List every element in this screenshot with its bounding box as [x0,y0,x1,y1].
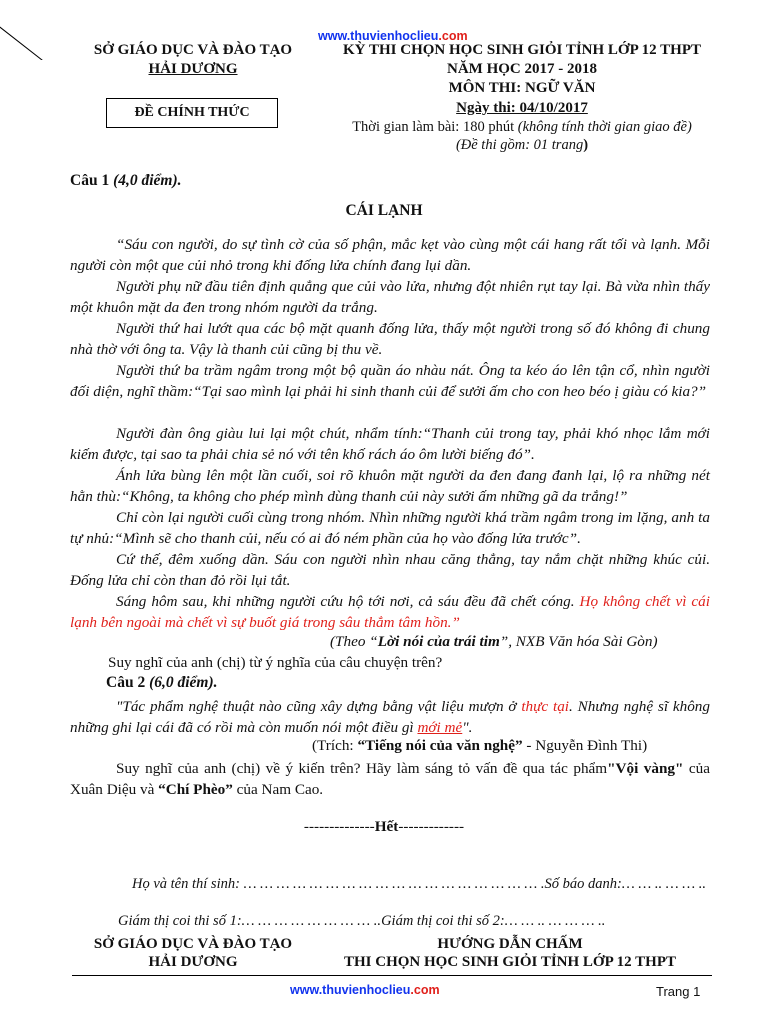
proctor1-label: Giám thị coi thi số 1: [118,913,242,929]
guide-subtitle: THI CHỌN HỌC SINH GIỎI TỈNH LỚP 12 THPT [343,954,676,970]
exam-date: Ngày thi: 04/10/2017 [456,100,588,116]
q2-quote: "Tác phẩm nghệ thuật nào cũng xây dựng bằng vật liệu mượn ở thực tại. Nhưng nghệ sĩ không những ghi lại cái đã có rồi mà còn muốn nói một điều gì mới mẻ". [70,698,710,736]
story-paragraph-2: Người phụ nữ đầu tiên định quẳng que củi vào lửa, nhưng đột nhiên rụt tay lại. Bà vừa nhìn thấy một khuôn mặt da đen trong nhóm người da trắng. [70,278,710,316]
q2-heading: Câu 2 (6,0 điểm). [106,674,218,691]
story-paragraph-4: Người thứ ba trầm ngâm trong một bộ quần áo nhàu nát. Ông ta kéo áo lên tận cổ, nhìn người đối diện, nghĩ thầm:“Tại sao mình lại phải hi sinh thanh củi để sưởi ấm cho con heo béo ị giàu có kia?” [70,362,710,400]
candidate-name-label: Họ và tên thí sinh: [132,876,240,892]
guide-province-name: HẢI DƯƠNG [148,954,238,970]
story-paragraph-1: “Sáu con người, do sự tình cờ của số phận, mắc kẹt vào cùng một cái hang rất tối và lạnh. Mỗi người còn một que củi nhỏ trong khi đống lửa chính đang lụi dần. [70,236,710,274]
story-paragraph-8: Cứ thế, đêm xuống dần. Sáu con người nhìn nhau căng thẳng, tay nắm chặt những khúc củi. Đống lửa chỉ còn than đỏ rồi lụi tắt. [70,551,710,589]
q1-heading: Câu 1 (4,0 điểm). [70,172,182,189]
story-title: CÁI LẠNH [345,202,423,219]
website-tld: .com [438,29,468,43]
story-paragraph-5: Người đàn ông giàu lui lại một chút, nhẩm tính:“Thanh củi trong tay, phải khó nhọc lắm mới kiếm được, tại sao ta phải chia sẻ nó với tên khố rách áo ôm lười biếng đó”. [70,425,710,463]
sbd-field[interactable]: … … .. … … .. [621,876,707,892]
subject: MÔN THI: NGỮ VĂN [448,80,596,96]
website-name: www.thuvienhoclieu [318,29,439,43]
candidate-info-line [132,876,706,893]
story-paragraph-3: Người thứ hai lướt qua các bộ mặt quanh đống lửa, thấy một người trong số đó không đi chung nhà thờ với ông ta. Vậy là thanh củi cũng bị thu về. [70,320,710,358]
corner-fold-line [0,0,60,60]
story-paragraph-7: Chỉ còn lại người cuối cùng trong nhóm. Nhìn những người khá trầm ngâm trong im lặng, anh ta tự nhủ:“Mình sẽ cho thanh củi, nếu có ai đó ném phần của họ vào đống lửa trước”. [70,509,710,547]
department-name: SỞ GIÁO DỤC VÀ ĐÀO TẠO [93,42,293,58]
candidate-name-field[interactable]: … … … … … … … … … … … … … … … … … … [239,876,541,892]
proctor-line [118,913,605,930]
page-number: Trang 1 [656,984,701,999]
proctor2-label: Giám thị coi thi số 2: [381,913,505,929]
guide-department-name: SỞ GIÁO DỤC VÀ ĐÀO TẠO [93,936,293,952]
province-name: HẢI DƯƠNG [148,61,238,77]
story-paragraph-9: Sáng hôm sau, khi những người cứu hộ tới nơi, cả sáu đều đã chết cóng. Họ không chết vì cái lạnh bên ngoài mà chết vì sự buốt giá trong sâu thẳm tâm hồn.” [70,593,710,631]
school-year: NĂM HỌC 2017 - 2018 [447,61,597,77]
proctor1-field[interactable]: … … … … … … … … .. [241,913,382,929]
page-count: (Đề thi gồm: 01 trang) [455,137,589,153]
guide-title: HƯỚNG DẪN CHẤM [437,936,583,952]
footer-divider [72,975,712,976]
end-marker: --------------Hết------------- [303,818,465,835]
official-exam-box: ĐỀ CHÍNH THỨC [106,98,278,128]
story-paragraph-6: Ánh lửa bùng lên một lần cuối, soi rõ khuôn mặt người da đen đang đanh lại, lộ ra những nét hằn thù:“Không, ta không cho phép mình dùng thanh củi này sưởi ấm những gã da trắng!” [70,467,710,505]
proctor2-field[interactable]: … … .. … … … .. [504,913,606,929]
q2-citation: (Trích: “Tiếng nói của văn nghệ” - Nguyễn Đình Thi) [312,737,648,754]
website-tld: .com [410,983,440,997]
q1-task: Suy nghĩ của anh (chị) từ ý nghĩa của câu chuyện trên? [108,654,443,671]
q2-task: Suy nghĩ của anh (chị) về ý kiến trên? Hãy làm sáng tỏ vấn đề qua tác phẩm"Vội vàng" của Xuân Diệu và “Chí Phèo” của Nam Cao. [70,760,710,798]
website-name: www.thuvienhoclieu [290,983,411,997]
sbd-label: .Số báo danh: [540,876,622,892]
exam-title: KỲ THI CHỌN HỌC SINH GIỎI TỈNH LỚP 12 THPT [343,42,701,58]
story-source: (Theo “Lời nói của trái tim”, NXB Văn hóa Sài Gòn) [330,633,658,650]
exam-duration: Thời gian làm bài: 180 phút (không tính thời gian giao đề) [352,119,692,135]
website-url-top[interactable] [318,29,468,43]
website-url-bottom[interactable] [290,983,440,997]
